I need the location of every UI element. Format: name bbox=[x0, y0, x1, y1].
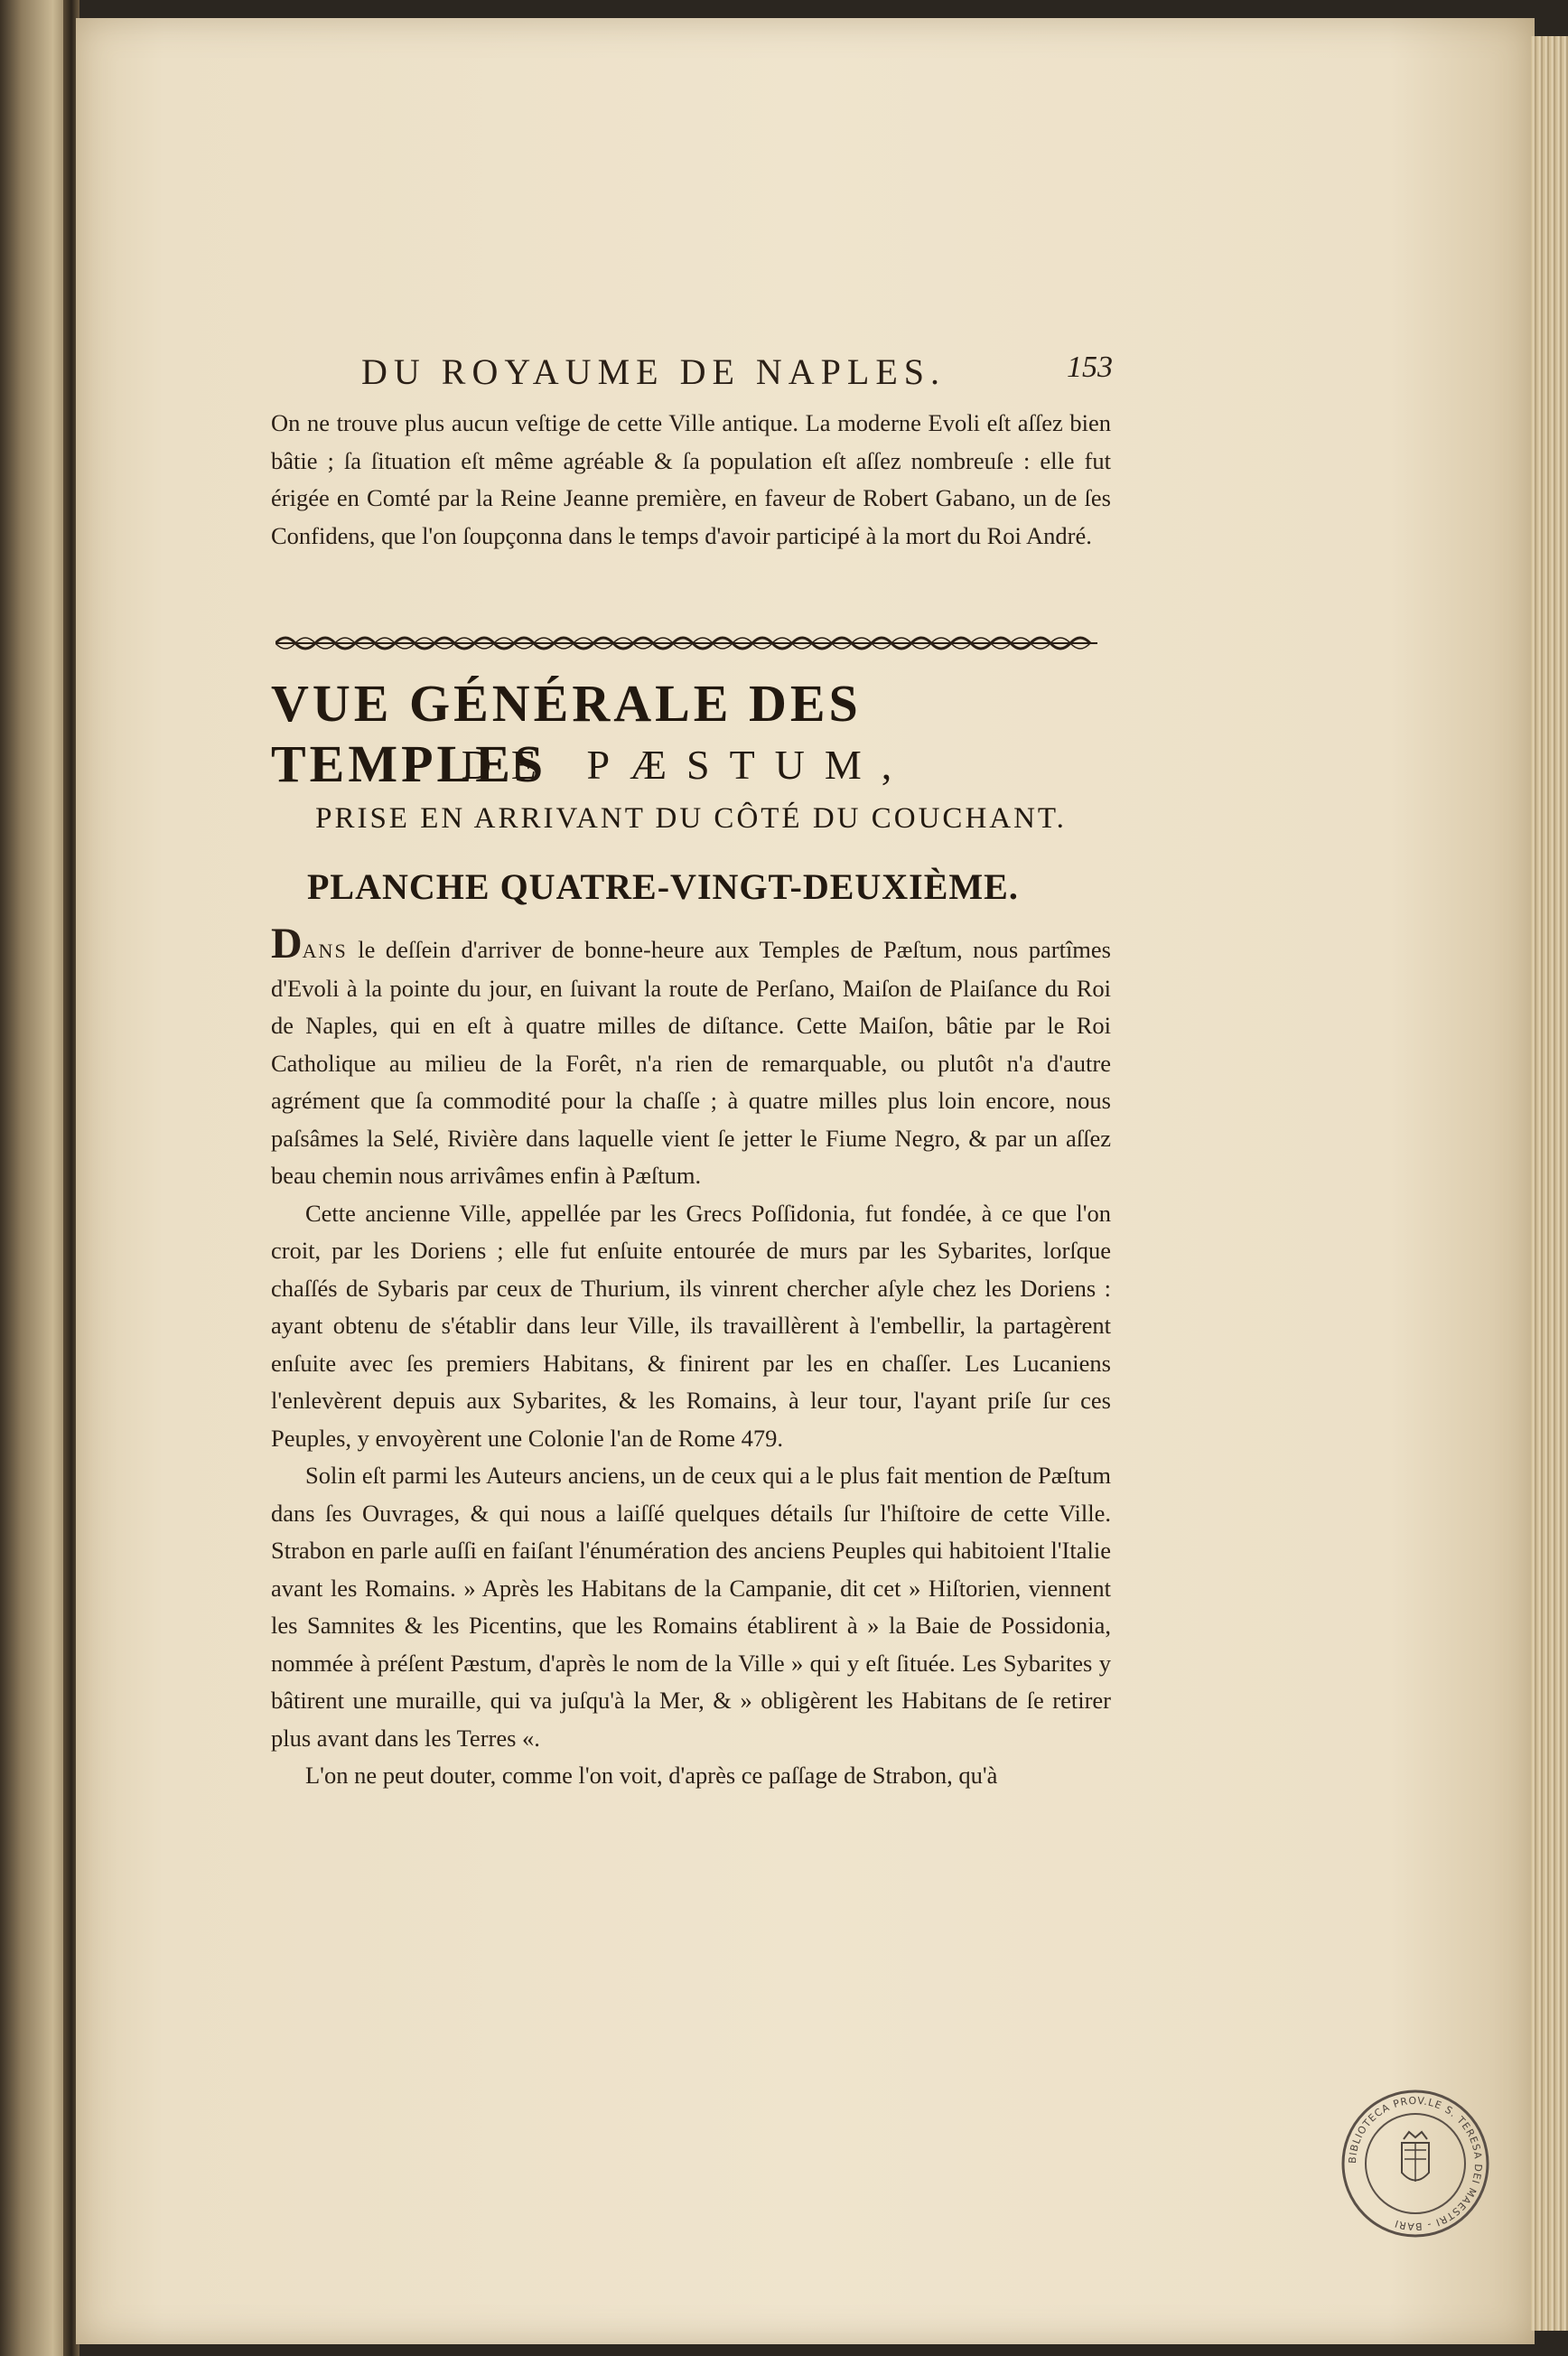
section-title-line3: PRISE EN ARRIVANT DU CÔTÉ DU COUCHANT. bbox=[315, 802, 1067, 835]
plate-title: PLANCHE QUATRE-VINGT-DEUXIÈME. bbox=[307, 866, 1019, 907]
section-title-line1: VUE GÉNÉRALE DES TEMPLES bbox=[271, 674, 862, 793]
body-paragraph-3: Solin eſt parmi les Auteurs anciens, un de ceux qui a le plus fait mention de Pæſtum dans ſes Ouvrages, & qui nous a laiſſé quelques détails ſur l'hiſtoire de cette Ville. Strabon en parle auſſi en faiſant l'énumération des anciens Peuples qui habitoient l'Italie avant les Romains. » Après les Habitans de la Campanie, dit cet » Hiſtorien, viennent les Samnites & les Picentins, que les Romains établirent à » la Baie de Possidonia, nommée à préſent Pæstum, d'après le nom de la Ville » qui y eſt ſituée. Les Sybarites y bâtirent une muraille, qui va juſqu'à la Mer, & » obligèrent les Habitans de ſe retirer plus avant dans les Terres «. bbox=[271, 1462, 1111, 1752]
small-caps-lead: ANS bbox=[302, 940, 348, 962]
page-number: 153 bbox=[1067, 351, 1113, 384]
running-head bbox=[361, 351, 1113, 396]
body-text bbox=[271, 920, 1111, 1795]
section-title-line2: DE PÆSTUM, bbox=[461, 742, 912, 788]
paragraph-1-text: le deſſein d'arriver de bonne-heure aux Temples de Pæſtum, nous partîmes d'Evoli à la pointe du jour, en ſuivant la route de Perſano, Maiſon de Plaiſance du Roi de Naples, qui en eſt à quatre milles de diſtance. Cette Maiſon, bâtie par le Roi Catholique au milieu de la Forêt, n'a rien de remarquable, ou plutôt n'a d'autre agrément que ſa commodité pour la chaſſe ; à quatre milles plus loin encore, nous paſsâmes la Selé, Rivière dans laquelle vient ſe jetter le Fiume Negro, & par un aſſez beau chemin nous arrivâmes enfin à Pæſtum. bbox=[271, 936, 1111, 1189]
intro-block bbox=[271, 405, 1111, 555]
library-stamp bbox=[1339, 2087, 1492, 2240]
stamp-text: BIBLIOTECA PROV.LE S. TERESA DEI MAESTRI - BARI bbox=[1346, 2094, 1485, 2233]
page-edges bbox=[1531, 36, 1568, 2331]
drop-cap: D bbox=[271, 920, 303, 968]
body-paragraph-4: L'on ne peut douter, comme l'on voit, d'après ce paſſage de Strabon, qu'à bbox=[305, 1762, 998, 1789]
ornamental-rule bbox=[275, 630, 1097, 657]
body-paragraph-1 bbox=[271, 920, 1111, 1195]
running-title: DU ROYAUME DE NAPLES. bbox=[361, 351, 947, 392]
intro-paragraph: On ne trouve plus aucun veſtige de cette Ville antique. La moderne Evoli eſt aſſez bien bâtie ; ſa ſituation eſt même agréable & ſa population eſt aſſez nombreuſe : elle fut érigée en Comté par la Reine Jeanne première, en faveur de Robert Gabano, un de ſes Confidens, que l'on ſoupçonna dans le temps d'avoir participé à la mort du Roi André. bbox=[271, 409, 1111, 549]
body-paragraph-2: Cette ancienne Ville, appellée par les Grecs Poſſidonia, fut fondée, à ce que l'on croit, par les Doriens ; elle fut enſuite entourée de murs par les Sybarites, lorſque chaſſés de Sybaris par ceux de Thurium, ils vinrent chercher aſyle chez les Doriens : ayant obtenu de s'établir dans leur Ville, ils travaillèrent à l'embellir, la partagèrent enſuite avec ſes premiers Habitans, & finirent par les en chaſſer. Les Lucaniens l'enlevèrent depuis aux Sybarites, & les Romains, à leur tour, l'ayant priſe ſur ces Peuples, y envoyèrent une Colonie l'an de Rome 479. bbox=[271, 1199, 1111, 1452]
left-page-edge bbox=[0, 0, 70, 2356]
